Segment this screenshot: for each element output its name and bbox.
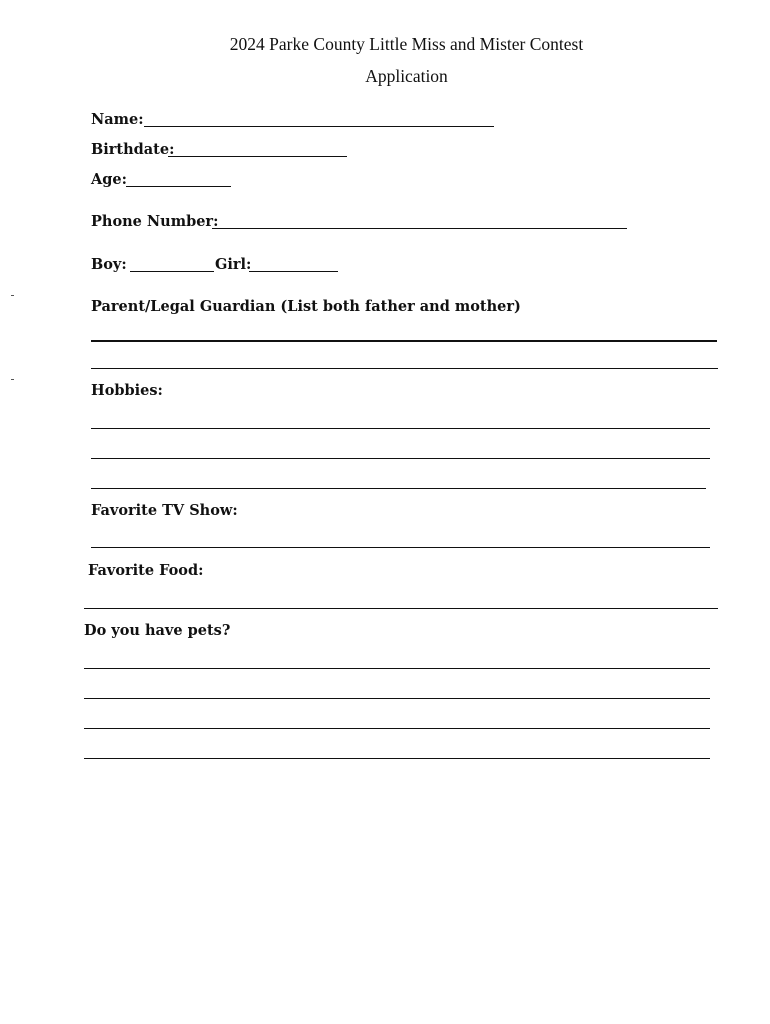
phone-blank[interactable]	[212, 228, 627, 229]
form-subtitle: Application	[365, 66, 448, 86]
phone-label: Phone Number:	[91, 213, 219, 230]
pets-line-3[interactable]	[84, 728, 710, 729]
favorite-food-label: Favorite Food:	[88, 562, 204, 579]
pets-line-2[interactable]	[84, 698, 710, 699]
birthdate-blank[interactable]	[168, 156, 347, 157]
girl-blank[interactable]	[249, 271, 338, 272]
name-label: Name:	[91, 111, 144, 128]
boy-label: Boy:	[91, 256, 127, 273]
pets-line-4[interactable]	[84, 758, 710, 759]
hobbies-line-2[interactable]	[91, 458, 710, 459]
margin-mark	[11, 295, 14, 296]
hobbies-label: Hobbies:	[91, 382, 163, 399]
birthdate-label: Birthdate:	[91, 141, 175, 158]
form-title: 2024 Parke County Little Miss and Mister Contest	[229, 34, 584, 54]
girl-label: Girl:	[215, 256, 252, 273]
pets-line-1[interactable]	[84, 668, 710, 669]
parent-guardian-line-1[interactable]	[91, 340, 717, 342]
hobbies-line-1[interactable]	[91, 428, 710, 429]
parent-guardian-label: Parent/Legal Guardian (List both father and mother)	[91, 298, 521, 315]
name-blank[interactable]	[144, 126, 494, 127]
favorite-food-line[interactable]	[84, 608, 718, 609]
age-blank[interactable]	[126, 186, 231, 187]
boy-blank[interactable]	[130, 271, 214, 272]
margin-mark	[11, 379, 14, 380]
favorite-tv-show-label: Favorite TV Show:	[91, 502, 238, 519]
age-label: Age:	[91, 171, 127, 188]
pets-label: Do you have pets?	[84, 622, 231, 639]
parent-guardian-line-2[interactable]	[91, 368, 718, 369]
hobbies-line-3[interactable]	[91, 488, 706, 489]
favorite-tv-show-line[interactable]	[91, 547, 710, 548]
